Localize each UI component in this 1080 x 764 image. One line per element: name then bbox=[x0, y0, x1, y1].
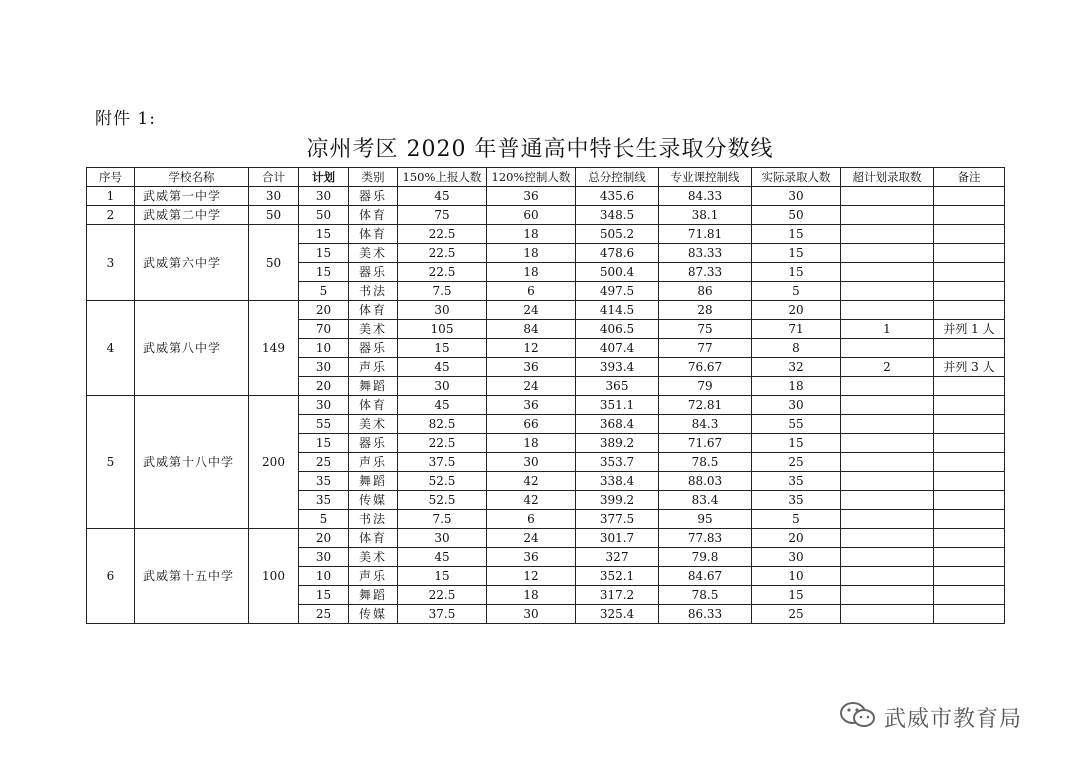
category-cell: 舞蹈 bbox=[349, 377, 398, 396]
total-score-line-cell: 351.1 bbox=[576, 396, 659, 415]
category-cell: 器乐 bbox=[349, 187, 398, 206]
report-150-cell: 15 bbox=[398, 339, 487, 358]
over-plan-cell bbox=[841, 377, 934, 396]
total-score-line-cell: 497.5 bbox=[576, 282, 659, 301]
report-150-cell: 30 bbox=[398, 529, 487, 548]
major-score-line-cell: 72.81 bbox=[659, 396, 752, 415]
report-150-cell: 30 bbox=[398, 377, 487, 396]
category-cell: 声乐 bbox=[349, 358, 398, 377]
document-title: 凉州考区 2020 年普通高中特长生录取分数线 bbox=[306, 137, 774, 162]
control-120-cell: 18 bbox=[487, 586, 576, 605]
score-table bbox=[86, 167, 1005, 624]
table-header-row bbox=[87, 168, 1005, 187]
over-plan-cell bbox=[841, 548, 934, 567]
control-120-cell: 84 bbox=[487, 320, 576, 339]
over-plan-cell bbox=[841, 187, 934, 206]
total-score-line-cell: 365 bbox=[576, 377, 659, 396]
total-score-line-cell: 338.4 bbox=[576, 472, 659, 491]
over-plan-cell bbox=[841, 491, 934, 510]
admitted-count-cell: 15 bbox=[752, 586, 841, 605]
category-cell: 体育 bbox=[349, 225, 398, 244]
over-plan-cell bbox=[841, 301, 934, 320]
category-cell: 舞蹈 bbox=[349, 472, 398, 491]
category-cell: 体育 bbox=[349, 396, 398, 415]
admitted-count-cell: 15 bbox=[752, 244, 841, 263]
note-cell bbox=[934, 282, 1005, 301]
total-score-line-cell: 317.2 bbox=[576, 586, 659, 605]
plan-cell: 35 bbox=[299, 472, 349, 491]
admitted-count-cell: 35 bbox=[752, 472, 841, 491]
total-plan-cell: 149 bbox=[249, 301, 299, 396]
category-cell: 体育 bbox=[349, 301, 398, 320]
plan-cell: 30 bbox=[299, 396, 349, 415]
serial-number-cell: 6 bbox=[87, 529, 135, 624]
control-120-cell: 66 bbox=[487, 415, 576, 434]
over-plan-cell bbox=[841, 586, 934, 605]
plan-cell: 55 bbox=[299, 415, 349, 434]
school-name-cell: 武威第六中学 bbox=[135, 225, 249, 301]
over-plan-cell bbox=[841, 434, 934, 453]
admitted-count-cell: 15 bbox=[752, 225, 841, 244]
table-row bbox=[87, 301, 1005, 320]
total-score-line-cell: 407.4 bbox=[576, 339, 659, 358]
report-150-cell: 45 bbox=[398, 396, 487, 415]
over-plan-cell bbox=[841, 605, 934, 624]
serial-number-cell: 4 bbox=[87, 301, 135, 396]
report-150-cell: 7.5 bbox=[398, 282, 487, 301]
major-score-line-cell: 79 bbox=[659, 377, 752, 396]
report-150-cell: 15 bbox=[398, 567, 487, 586]
plan-cell: 70 bbox=[299, 320, 349, 339]
school-name-cell: 武威第十八中学 bbox=[135, 396, 249, 529]
admitted-count-cell: 10 bbox=[752, 567, 841, 586]
plan-cell: 5 bbox=[299, 282, 349, 301]
over-plan-cell bbox=[841, 415, 934, 434]
over-plan-cell bbox=[841, 339, 934, 358]
control-120-cell: 18 bbox=[487, 263, 576, 282]
note-cell bbox=[934, 529, 1005, 548]
over-plan-cell bbox=[841, 263, 934, 282]
control-120-cell: 36 bbox=[487, 358, 576, 377]
control-120-cell: 18 bbox=[487, 225, 576, 244]
admitted-count-cell: 25 bbox=[752, 605, 841, 624]
major-score-line-cell: 86.33 bbox=[659, 605, 752, 624]
report-150-cell: 37.5 bbox=[398, 453, 487, 472]
table-row bbox=[87, 396, 1005, 415]
header-cell: 计划 bbox=[299, 168, 349, 187]
total-score-line-cell: 377.5 bbox=[576, 510, 659, 529]
table-body bbox=[87, 187, 1005, 624]
note-cell bbox=[934, 187, 1005, 206]
control-120-cell: 24 bbox=[487, 377, 576, 396]
header-cell: 120%控制人数 bbox=[487, 168, 576, 187]
control-120-cell: 42 bbox=[487, 491, 576, 510]
total-score-line-cell: 500.4 bbox=[576, 263, 659, 282]
major-score-line-cell: 83.33 bbox=[659, 244, 752, 263]
over-plan-cell bbox=[841, 225, 934, 244]
major-score-line-cell: 28 bbox=[659, 301, 752, 320]
major-score-line-cell: 77.83 bbox=[659, 529, 752, 548]
note-cell bbox=[934, 472, 1005, 491]
category-cell: 声乐 bbox=[349, 567, 398, 586]
total-score-line-cell: 414.5 bbox=[576, 301, 659, 320]
major-score-line-cell: 84.3 bbox=[659, 415, 752, 434]
category-cell: 传媒 bbox=[349, 605, 398, 624]
plan-cell: 15 bbox=[299, 586, 349, 605]
report-150-cell: 22.5 bbox=[398, 244, 487, 263]
category-cell: 传媒 bbox=[349, 491, 398, 510]
plan-cell: 50 bbox=[299, 206, 349, 225]
plan-cell: 5 bbox=[299, 510, 349, 529]
report-150-cell: 45 bbox=[398, 187, 487, 206]
major-score-line-cell: 87.33 bbox=[659, 263, 752, 282]
control-120-cell: 30 bbox=[487, 605, 576, 624]
note-cell bbox=[934, 567, 1005, 586]
header-cell: 学校名称 bbox=[135, 168, 249, 187]
category-cell: 体育 bbox=[349, 529, 398, 548]
admitted-count-cell: 20 bbox=[752, 529, 841, 548]
control-120-cell: 12 bbox=[487, 339, 576, 358]
report-150-cell: 30 bbox=[398, 301, 487, 320]
plan-cell: 15 bbox=[299, 244, 349, 263]
admitted-count-cell: 5 bbox=[752, 282, 841, 301]
table-row bbox=[87, 206, 1005, 225]
admitted-count-cell: 30 bbox=[752, 548, 841, 567]
major-score-line-cell: 75 bbox=[659, 320, 752, 339]
serial-number-cell: 2 bbox=[87, 206, 135, 225]
category-cell: 器乐 bbox=[349, 339, 398, 358]
note-cell bbox=[934, 434, 1005, 453]
plan-cell: 10 bbox=[299, 339, 349, 358]
over-plan-cell bbox=[841, 282, 934, 301]
total-score-line-cell: 435.6 bbox=[576, 187, 659, 206]
serial-number-cell: 3 bbox=[87, 225, 135, 301]
plan-cell: 20 bbox=[299, 301, 349, 320]
major-score-line-cell: 83.4 bbox=[659, 491, 752, 510]
category-cell: 声乐 bbox=[349, 453, 398, 472]
total-plan-cell: 100 bbox=[249, 529, 299, 624]
admitted-count-cell: 5 bbox=[752, 510, 841, 529]
serial-number-cell: 1 bbox=[87, 187, 135, 206]
over-plan-cell bbox=[841, 510, 934, 529]
table-row bbox=[87, 187, 1005, 206]
category-cell: 美术 bbox=[349, 548, 398, 567]
over-plan-cell bbox=[841, 244, 934, 263]
note-cell bbox=[934, 225, 1005, 244]
plan-cell: 30 bbox=[299, 187, 349, 206]
control-120-cell: 18 bbox=[487, 434, 576, 453]
header-cell: 专业课控制线 bbox=[659, 168, 752, 187]
major-score-line-cell: 76.67 bbox=[659, 358, 752, 377]
total-score-line-cell: 393.4 bbox=[576, 358, 659, 377]
total-score-line-cell: 327 bbox=[576, 548, 659, 567]
plan-cell: 10 bbox=[299, 567, 349, 586]
major-score-line-cell: 84.67 bbox=[659, 567, 752, 586]
admitted-count-cell: 50 bbox=[752, 206, 841, 225]
category-cell: 书法 bbox=[349, 510, 398, 529]
over-plan-cell bbox=[841, 453, 934, 472]
plan-cell: 35 bbox=[299, 491, 349, 510]
major-score-line-cell: 88.03 bbox=[659, 472, 752, 491]
category-cell: 舞蹈 bbox=[349, 586, 398, 605]
report-150-cell: 52.5 bbox=[398, 472, 487, 491]
total-score-line-cell: 478.6 bbox=[576, 244, 659, 263]
control-120-cell: 30 bbox=[487, 453, 576, 472]
total-score-line-cell: 389.2 bbox=[576, 434, 659, 453]
over-plan-cell bbox=[841, 206, 934, 225]
note-cell: 并列 3 人 bbox=[934, 358, 1005, 377]
plan-cell: 20 bbox=[299, 377, 349, 396]
admitted-count-cell: 15 bbox=[752, 434, 841, 453]
control-120-cell: 6 bbox=[487, 282, 576, 301]
control-120-cell: 60 bbox=[487, 206, 576, 225]
plan-cell: 30 bbox=[299, 358, 349, 377]
major-score-line-cell: 95 bbox=[659, 510, 752, 529]
major-score-line-cell: 77 bbox=[659, 339, 752, 358]
admitted-count-cell: 20 bbox=[752, 301, 841, 320]
major-score-line-cell: 79.8 bbox=[659, 548, 752, 567]
note-cell bbox=[934, 491, 1005, 510]
note-cell bbox=[934, 263, 1005, 282]
admitted-count-cell: 30 bbox=[752, 187, 841, 206]
over-plan-cell bbox=[841, 396, 934, 415]
report-150-cell: 52.5 bbox=[398, 491, 487, 510]
report-150-cell: 75 bbox=[398, 206, 487, 225]
watermark bbox=[838, 700, 1022, 734]
plan-cell: 30 bbox=[299, 548, 349, 567]
note-cell bbox=[934, 605, 1005, 624]
header-cell: 总分控制线 bbox=[576, 168, 659, 187]
report-150-cell: 22.5 bbox=[398, 225, 487, 244]
control-120-cell: 36 bbox=[487, 396, 576, 415]
control-120-cell: 36 bbox=[487, 548, 576, 567]
note-cell bbox=[934, 453, 1005, 472]
school-name-cell: 武威第十五中学 bbox=[135, 529, 249, 624]
plan-cell: 20 bbox=[299, 529, 349, 548]
total-plan-cell: 200 bbox=[249, 396, 299, 529]
control-120-cell: 42 bbox=[487, 472, 576, 491]
plan-cell: 15 bbox=[299, 263, 349, 282]
report-150-cell: 82.5 bbox=[398, 415, 487, 434]
note-cell bbox=[934, 548, 1005, 567]
admitted-count-cell: 32 bbox=[752, 358, 841, 377]
report-150-cell: 45 bbox=[398, 548, 487, 567]
wechat-icon bbox=[838, 700, 878, 734]
total-score-line-cell: 406.5 bbox=[576, 320, 659, 339]
header-cell: 合计 bbox=[249, 168, 299, 187]
over-plan-cell bbox=[841, 472, 934, 491]
admitted-count-cell: 25 bbox=[752, 453, 841, 472]
control-120-cell: 24 bbox=[487, 301, 576, 320]
category-cell: 器乐 bbox=[349, 434, 398, 453]
note-cell bbox=[934, 206, 1005, 225]
total-plan-cell: 50 bbox=[249, 225, 299, 301]
category-cell: 美术 bbox=[349, 320, 398, 339]
total-plan-cell: 50 bbox=[249, 206, 299, 225]
over-plan-cell bbox=[841, 567, 934, 586]
category-cell: 美术 bbox=[349, 415, 398, 434]
admitted-count-cell: 15 bbox=[752, 263, 841, 282]
admitted-count-cell: 55 bbox=[752, 415, 841, 434]
report-150-cell: 22.5 bbox=[398, 434, 487, 453]
control-120-cell: 24 bbox=[487, 529, 576, 548]
major-score-line-cell: 78.5 bbox=[659, 453, 752, 472]
report-150-cell: 37.5 bbox=[398, 605, 487, 624]
total-score-line-cell: 301.7 bbox=[576, 529, 659, 548]
table-row bbox=[87, 529, 1005, 548]
major-score-line-cell: 71.67 bbox=[659, 434, 752, 453]
plan-cell: 25 bbox=[299, 605, 349, 624]
admitted-count-cell: 18 bbox=[752, 377, 841, 396]
total-score-line-cell: 368.4 bbox=[576, 415, 659, 434]
report-150-cell: 7.5 bbox=[398, 510, 487, 529]
over-plan-cell bbox=[841, 529, 934, 548]
note-cell bbox=[934, 339, 1005, 358]
category-cell: 美术 bbox=[349, 244, 398, 263]
note-cell bbox=[934, 396, 1005, 415]
note-cell bbox=[934, 301, 1005, 320]
admitted-count-cell: 8 bbox=[752, 339, 841, 358]
report-150-cell: 105 bbox=[398, 320, 487, 339]
category-cell: 器乐 bbox=[349, 263, 398, 282]
watermark-text: 武威市教育局 bbox=[884, 706, 1023, 732]
serial-number-cell: 5 bbox=[87, 396, 135, 529]
control-120-cell: 36 bbox=[487, 187, 576, 206]
header-cell: 超计划录取数 bbox=[841, 168, 934, 187]
total-score-line-cell: 399.2 bbox=[576, 491, 659, 510]
control-120-cell: 18 bbox=[487, 244, 576, 263]
header-cell: 类别 bbox=[349, 168, 398, 187]
note-cell bbox=[934, 244, 1005, 263]
control-120-cell: 6 bbox=[487, 510, 576, 529]
total-score-line-cell: 325.4 bbox=[576, 605, 659, 624]
header-cell: 备注 bbox=[934, 168, 1005, 187]
admitted-count-cell: 30 bbox=[752, 396, 841, 415]
total-score-line-cell: 352.1 bbox=[576, 567, 659, 586]
major-score-line-cell: 38.1 bbox=[659, 206, 752, 225]
admitted-count-cell: 35 bbox=[752, 491, 841, 510]
admitted-count-cell: 71 bbox=[752, 320, 841, 339]
header-cell: 序号 bbox=[87, 168, 135, 187]
total-plan-cell: 30 bbox=[249, 187, 299, 206]
report-150-cell: 22.5 bbox=[398, 586, 487, 605]
header-cell: 150%上报人数 bbox=[398, 168, 487, 187]
control-120-cell: 12 bbox=[487, 567, 576, 586]
over-plan-cell: 1 bbox=[841, 320, 934, 339]
major-score-line-cell: 84.33 bbox=[659, 187, 752, 206]
note-cell: 并列 1 人 bbox=[934, 320, 1005, 339]
note-cell bbox=[934, 415, 1005, 434]
plan-cell: 15 bbox=[299, 434, 349, 453]
total-score-line-cell: 348.5 bbox=[576, 206, 659, 225]
over-plan-cell: 2 bbox=[841, 358, 934, 377]
note-cell bbox=[934, 586, 1005, 605]
school-name-cell: 武威第二中学 bbox=[135, 206, 249, 225]
report-150-cell: 22.5 bbox=[398, 263, 487, 282]
major-score-line-cell: 86 bbox=[659, 282, 752, 301]
attachment-label: 附件 1: bbox=[95, 109, 156, 129]
major-score-line-cell: 71.81 bbox=[659, 225, 752, 244]
note-cell bbox=[934, 510, 1005, 529]
total-score-line-cell: 353.7 bbox=[576, 453, 659, 472]
report-150-cell: 45 bbox=[398, 358, 487, 377]
plan-cell: 15 bbox=[299, 225, 349, 244]
major-score-line-cell: 78.5 bbox=[659, 586, 752, 605]
category-cell: 书法 bbox=[349, 282, 398, 301]
table-row bbox=[87, 225, 1005, 244]
category-cell: 体育 bbox=[349, 206, 398, 225]
header-cell: 实际录取人数 bbox=[752, 168, 841, 187]
note-cell bbox=[934, 377, 1005, 396]
total-score-line-cell: 505.2 bbox=[576, 225, 659, 244]
plan-cell: 25 bbox=[299, 453, 349, 472]
school-name-cell: 武威第一中学 bbox=[135, 187, 249, 206]
school-name-cell: 武威第八中学 bbox=[135, 301, 249, 396]
